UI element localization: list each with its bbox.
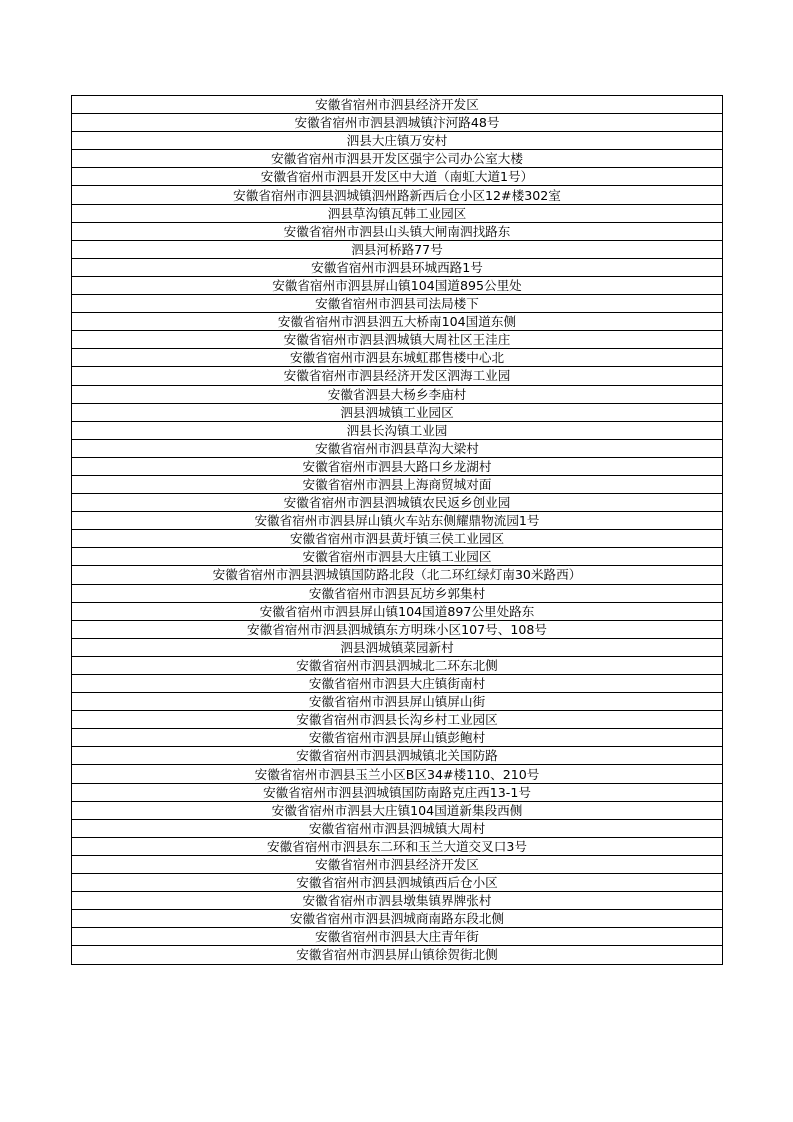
table-row (72, 747, 723, 765)
table-row (72, 385, 723, 403)
table-row (72, 186, 723, 204)
address-cell: 安徽省宿州市泗县东城虹郡售楼中心北 (72, 349, 723, 367)
address-cell: 安徽省宿州市泗县环城西路1号 (72, 258, 723, 276)
table-row (72, 150, 723, 168)
table-row (72, 819, 723, 837)
table-row (72, 403, 723, 421)
table-row (72, 855, 723, 873)
table-row (72, 222, 723, 240)
address-cell: 安徽省宿州市泗县瓦坊乡郭集村 (72, 584, 723, 602)
table-row (72, 457, 723, 475)
address-cell: 安徽省宿州市泗县泗五大桥南104国道东侧 (72, 313, 723, 331)
address-cell: 安徽省宿州市泗县屏山镇104国道897公里处路东 (72, 602, 723, 620)
table-row (72, 439, 723, 457)
address-cell: 安徽省宿州市泗县大庄镇工业园区 (72, 548, 723, 566)
address-cell: 安徽省泗县大杨乡李庙村 (72, 385, 723, 403)
table-row (72, 566, 723, 584)
address-cell: 安徽省宿州市泗县东二环和玉兰大道交叉口3号 (72, 837, 723, 855)
table-row (72, 620, 723, 638)
table-row (72, 711, 723, 729)
table-row (72, 837, 723, 855)
table-row (72, 114, 723, 132)
address-cell: 安徽省宿州市泗县山头镇大闸南泗找路东 (72, 222, 723, 240)
address-cell: 安徽省宿州市泗县泗城镇农民返乡创业园 (72, 494, 723, 512)
table-row (72, 729, 723, 747)
address-cell: 泗县泗城镇工业园区 (72, 403, 723, 421)
table-row (72, 168, 723, 186)
table-row (72, 946, 723, 964)
address-cell: 安徽省宿州市泗县大庄镇街南村 (72, 675, 723, 693)
address-cell: 泗县草沟镇瓦韩工业园区 (72, 204, 723, 222)
table-row (72, 258, 723, 276)
table-row (72, 132, 723, 150)
table-row (72, 295, 723, 313)
address-cell: 安徽省宿州市泗县泗城商南路东段北侧 (72, 910, 723, 928)
address-table (71, 95, 723, 965)
table-row (72, 584, 723, 602)
address-cell: 安徽省宿州市泗县司法局楼下 (72, 295, 723, 313)
table-row (72, 475, 723, 493)
address-cell: 安徽省宿州市泗县上海商贸城对面 (72, 475, 723, 493)
address-cell: 安徽省宿州市泗县墩集镇界牌张村 (72, 892, 723, 910)
table-row (72, 602, 723, 620)
table-row (72, 783, 723, 801)
table-row (72, 675, 723, 693)
address-cell: 安徽省宿州市泗县泗城镇大周村 (72, 819, 723, 837)
address-cell: 安徽省宿州市泗县泗城北二环东北侧 (72, 656, 723, 674)
table-row (72, 512, 723, 530)
table-row (72, 367, 723, 385)
table-row (72, 638, 723, 656)
table-row (72, 928, 723, 946)
table-row (72, 548, 723, 566)
table-row (72, 801, 723, 819)
address-cell: 安徽省宿州市泗县经济开发区 (72, 855, 723, 873)
address-cell: 泗县大庄镇万安村 (72, 132, 723, 150)
table-row (72, 204, 723, 222)
table-row (72, 96, 723, 114)
table-row (72, 910, 723, 928)
table-row (72, 656, 723, 674)
table-row (72, 530, 723, 548)
table-row (72, 240, 723, 258)
table-row (72, 765, 723, 783)
table-row (72, 693, 723, 711)
table-row (72, 421, 723, 439)
address-cell: 安徽省宿州市泗县泗城镇国防路北段（北二环红绿灯南30米路西） (72, 566, 723, 584)
table-row (72, 892, 723, 910)
address-cell: 泗县河桥路77号 (72, 240, 723, 258)
address-cell: 安徽省宿州市泗县泗城镇大周社区王洼庄 (72, 331, 723, 349)
address-cell: 安徽省宿州市泗县泗城镇西后仓小区 (72, 874, 723, 892)
address-table-body (72, 96, 723, 965)
table-row (72, 494, 723, 512)
address-cell: 安徽省宿州市泗县开发区强宇公司办公室大楼 (72, 150, 723, 168)
address-cell: 安徽省宿州市泗县泗城镇东方明珠小区107号、108号 (72, 620, 723, 638)
address-cell: 泗县泗城镇菜园新村 (72, 638, 723, 656)
address-cell: 安徽省宿州市泗县经济开发区泗海工业园 (72, 367, 723, 385)
address-cell: 安徽省宿州市泗县泗城镇北关国防路 (72, 747, 723, 765)
address-cell: 安徽省宿州市泗县大庄青年街 (72, 928, 723, 946)
address-cell: 安徽省宿州市泗县开发区中大道（南虹大道1号） (72, 168, 723, 186)
table-row (72, 276, 723, 294)
address-cell: 安徽省宿州市泗县经济开发区 (72, 96, 723, 114)
address-cell: 泗县长沟镇工业园 (72, 421, 723, 439)
address-cell: 安徽省宿州市泗县屏山镇彭鲍村 (72, 729, 723, 747)
address-cell: 安徽省宿州市泗县屏山镇屏山街 (72, 693, 723, 711)
table-row (72, 313, 723, 331)
address-cell: 安徽省宿州市泗县泗城镇国防南路克庄西13-1号 (72, 783, 723, 801)
table-row (72, 874, 723, 892)
address-cell: 安徽省宿州市泗县屏山镇徐贺街北侧 (72, 946, 723, 964)
address-cell: 安徽省宿州市泗县泗城镇汴河路48号 (72, 114, 723, 132)
address-cell: 安徽省宿州市泗县玉兰小区B区34#楼110、210号 (72, 765, 723, 783)
address-cell: 安徽省宿州市泗县屏山镇火车站东侧耀鼎物流园1号 (72, 512, 723, 530)
address-cell: 安徽省宿州市泗县长沟乡村工业园区 (72, 711, 723, 729)
address-cell: 安徽省宿州市泗县屏山镇104国道895公里处 (72, 276, 723, 294)
address-cell: 安徽省宿州市泗县草沟大梁村 (72, 439, 723, 457)
address-cell: 安徽省宿州市泗县大路口乡龙湖村 (72, 457, 723, 475)
table-row (72, 331, 723, 349)
table-row (72, 349, 723, 367)
address-cell: 安徽省宿州市泗县黄圩镇三侯工业园区 (72, 530, 723, 548)
address-cell: 安徽省宿州市泗县大庄镇104国道新集段西侧 (72, 801, 723, 819)
address-cell: 安徽省宿州市泗县泗城镇泗州路新西后仓小区12#楼302室 (72, 186, 723, 204)
